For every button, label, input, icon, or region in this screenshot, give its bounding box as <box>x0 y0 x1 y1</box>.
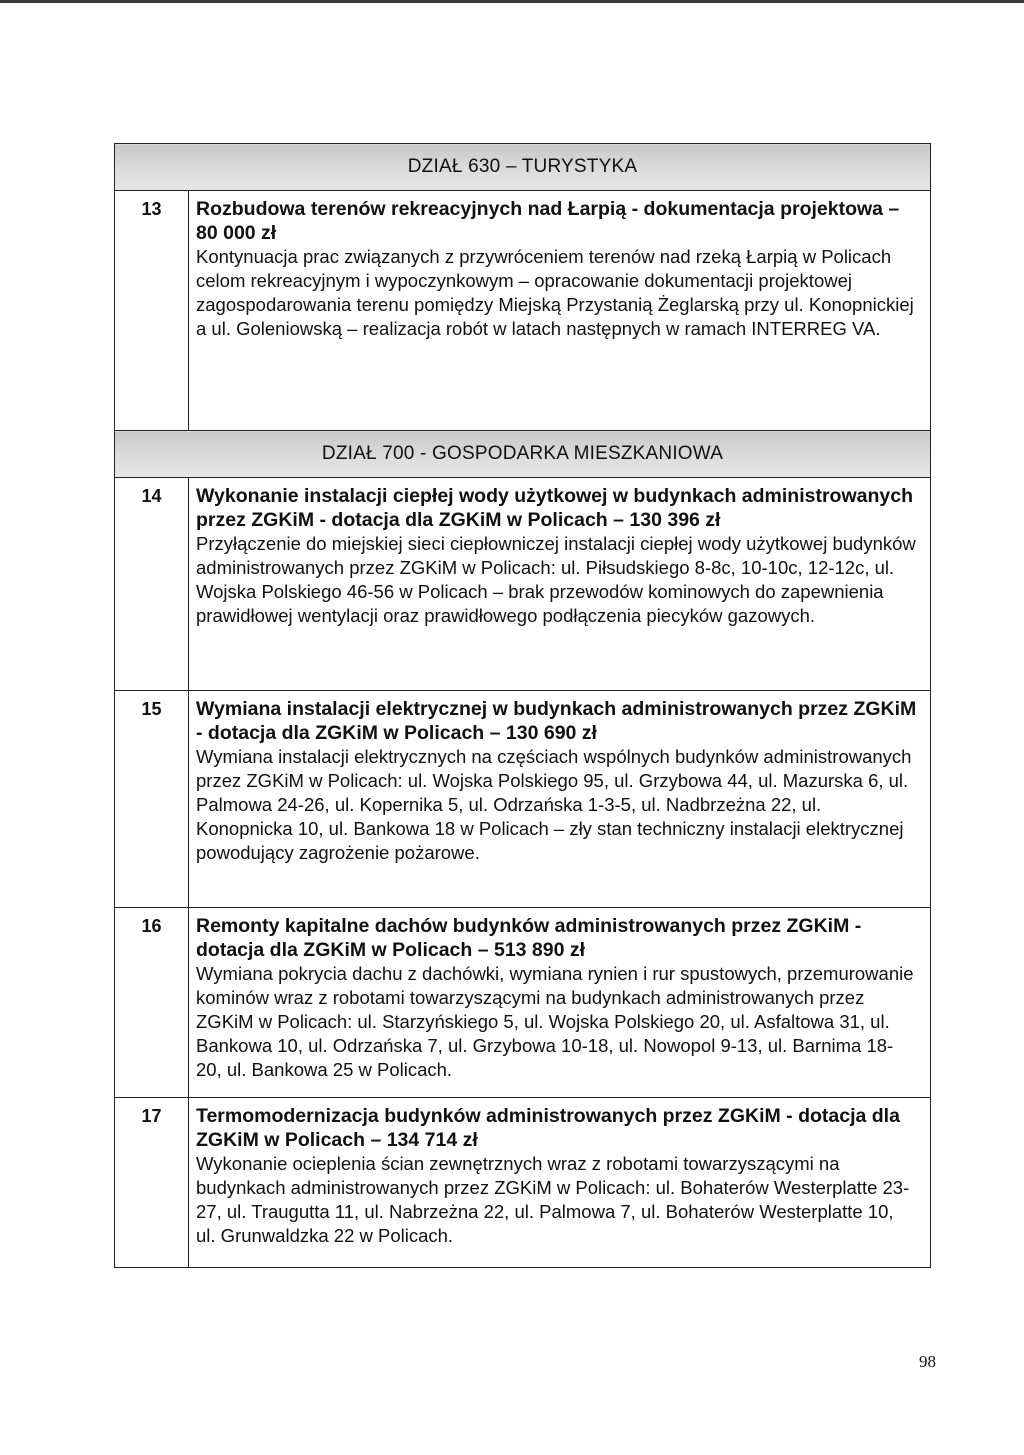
item-description: Wymiana instalacji elektrycznych na częściach wspólnych budynków administrowanych przez ZGKiM w Policach: ul. Wojska Polskiego 95, ul. Grzybowa 44, ul. Mazurska 6, ul. Palmowa 24-26, ul. Kopernika 5, ul. Odrzańska 1-3-5, ul. Nadbrzeżna 22, ul. Konopnicka 10, ul. Bankowa 18 w Policach – zły stan techniczny instalacji elektrycznej powodujący zagrożenie pożarowe. <box>196 746 912 863</box>
table-row <box>115 478 931 691</box>
table-row <box>115 691 931 908</box>
table-row <box>115 1098 931 1268</box>
item-description: Przyłączenie do miejskiej sieci ciepłowniczej instalacji ciepłej wody użytkowej budynków administrowanych przez ZGKiM w Policach: ul. Piłsudskiego 8-8c, 10-10c, 12-12c, ul. Wojska Polskiego 46-56 w Policach – brak przewodów kominowych do zapewnienia prawidłowej wentylacji oraz prawidłowego podłączenia piecyków gazowych. <box>196 533 916 626</box>
item-description: Wymiana pokrycia dachu z dachówki, wymiana rynien i rur spustowych, przemurowanie kominów wraz z robotami towarzyszącymi na budynkach administrowanych przez ZGKiM w Policach: ul. Starzyńskiego 5, ul. Wojska Polskiego 20, ul. Asfaltowa 31, ul. Bankowa 10, ul. Odrzańska 7, ul. Grzybowa 10-18, ul. Nowopol 9-13, ul. Barnima 18-20, ul. Bankowa 25 w Policach. <box>196 963 914 1080</box>
item-number: 14 <box>115 478 189 691</box>
item-description: Kontynuacja prac związanych z przywróceniem terenów nad rzeką Łarpią w Policach celom rekreacyjnym i wypoczynkowym – opracowanie dokumentacji projektowej zagospodarowania terenu pomiędzy Miejską Przystanią Żeglarską przy ul. Konopnickiej a ul. Goleniowską – realizacja robót w latach następnych w ramach INTERREG VA. <box>196 246 914 339</box>
section-heading: DZIAŁ 630 – TURYSTYKA <box>115 144 931 191</box>
table-row <box>115 908 931 1098</box>
item-content <box>189 691 931 908</box>
top-border <box>0 0 1024 3</box>
item-number: 17 <box>115 1098 189 1268</box>
item-number: 15 <box>115 691 189 908</box>
page-number: 98 <box>919 1352 936 1371</box>
section-header-630 <box>115 144 931 191</box>
item-content <box>189 478 931 691</box>
item-number: 13 <box>115 191 189 431</box>
item-content <box>189 1098 931 1268</box>
item-title: Wykonanie instalacji ciepłej wody użytkowej w budynkach administrowanych przez ZGKiM - dotacja dla ZGKiM w Policach – 130 396 zł <box>196 485 913 531</box>
item-content <box>189 191 931 431</box>
item-content <box>189 908 931 1098</box>
section-heading: DZIAŁ 700 - GOSPODARKA MIESZKANIOWA <box>115 431 931 478</box>
item-title: Remonty kapitalne dachów budynków administrowanych przez ZGKiM - dotacja dla ZGKiM w Policach – 513 890 zł <box>196 915 862 961</box>
item-title: Termomodernizacja budynków administrowanych przez ZGKiM - dotacja dla ZGKiM w Policach – 134 714 zł <box>196 1105 900 1151</box>
item-number: 16 <box>115 908 189 1098</box>
item-description: Wykonanie ocieplenia ścian zewnętrznych wraz z robotami towarzyszącymi na budynkach administrowanych przez ZGKiM w Policach: ul. Bohaterów Westerplatte 23-27, ul. Traugutta 11, ul. Nabrzeżna 22, ul. Palmowa 7, ul. Bohaterów Westerplatte 10, ul. Grunwaldzka 22 w Policach. <box>196 1153 910 1246</box>
table-row <box>115 191 931 431</box>
item-title: Wymiana instalacji elektrycznej w budynkach administrowanych przez ZGKiM - dotacja dla ZGKiM w Policach – 130 690 zł <box>196 698 917 744</box>
section-header-700 <box>115 431 931 478</box>
item-title: Rozbudowa terenów rekreacyjnych nad Łarpią - dokumentacja projektowa – 80 000 zł <box>196 198 900 244</box>
budget-table <box>114 143 931 1268</box>
